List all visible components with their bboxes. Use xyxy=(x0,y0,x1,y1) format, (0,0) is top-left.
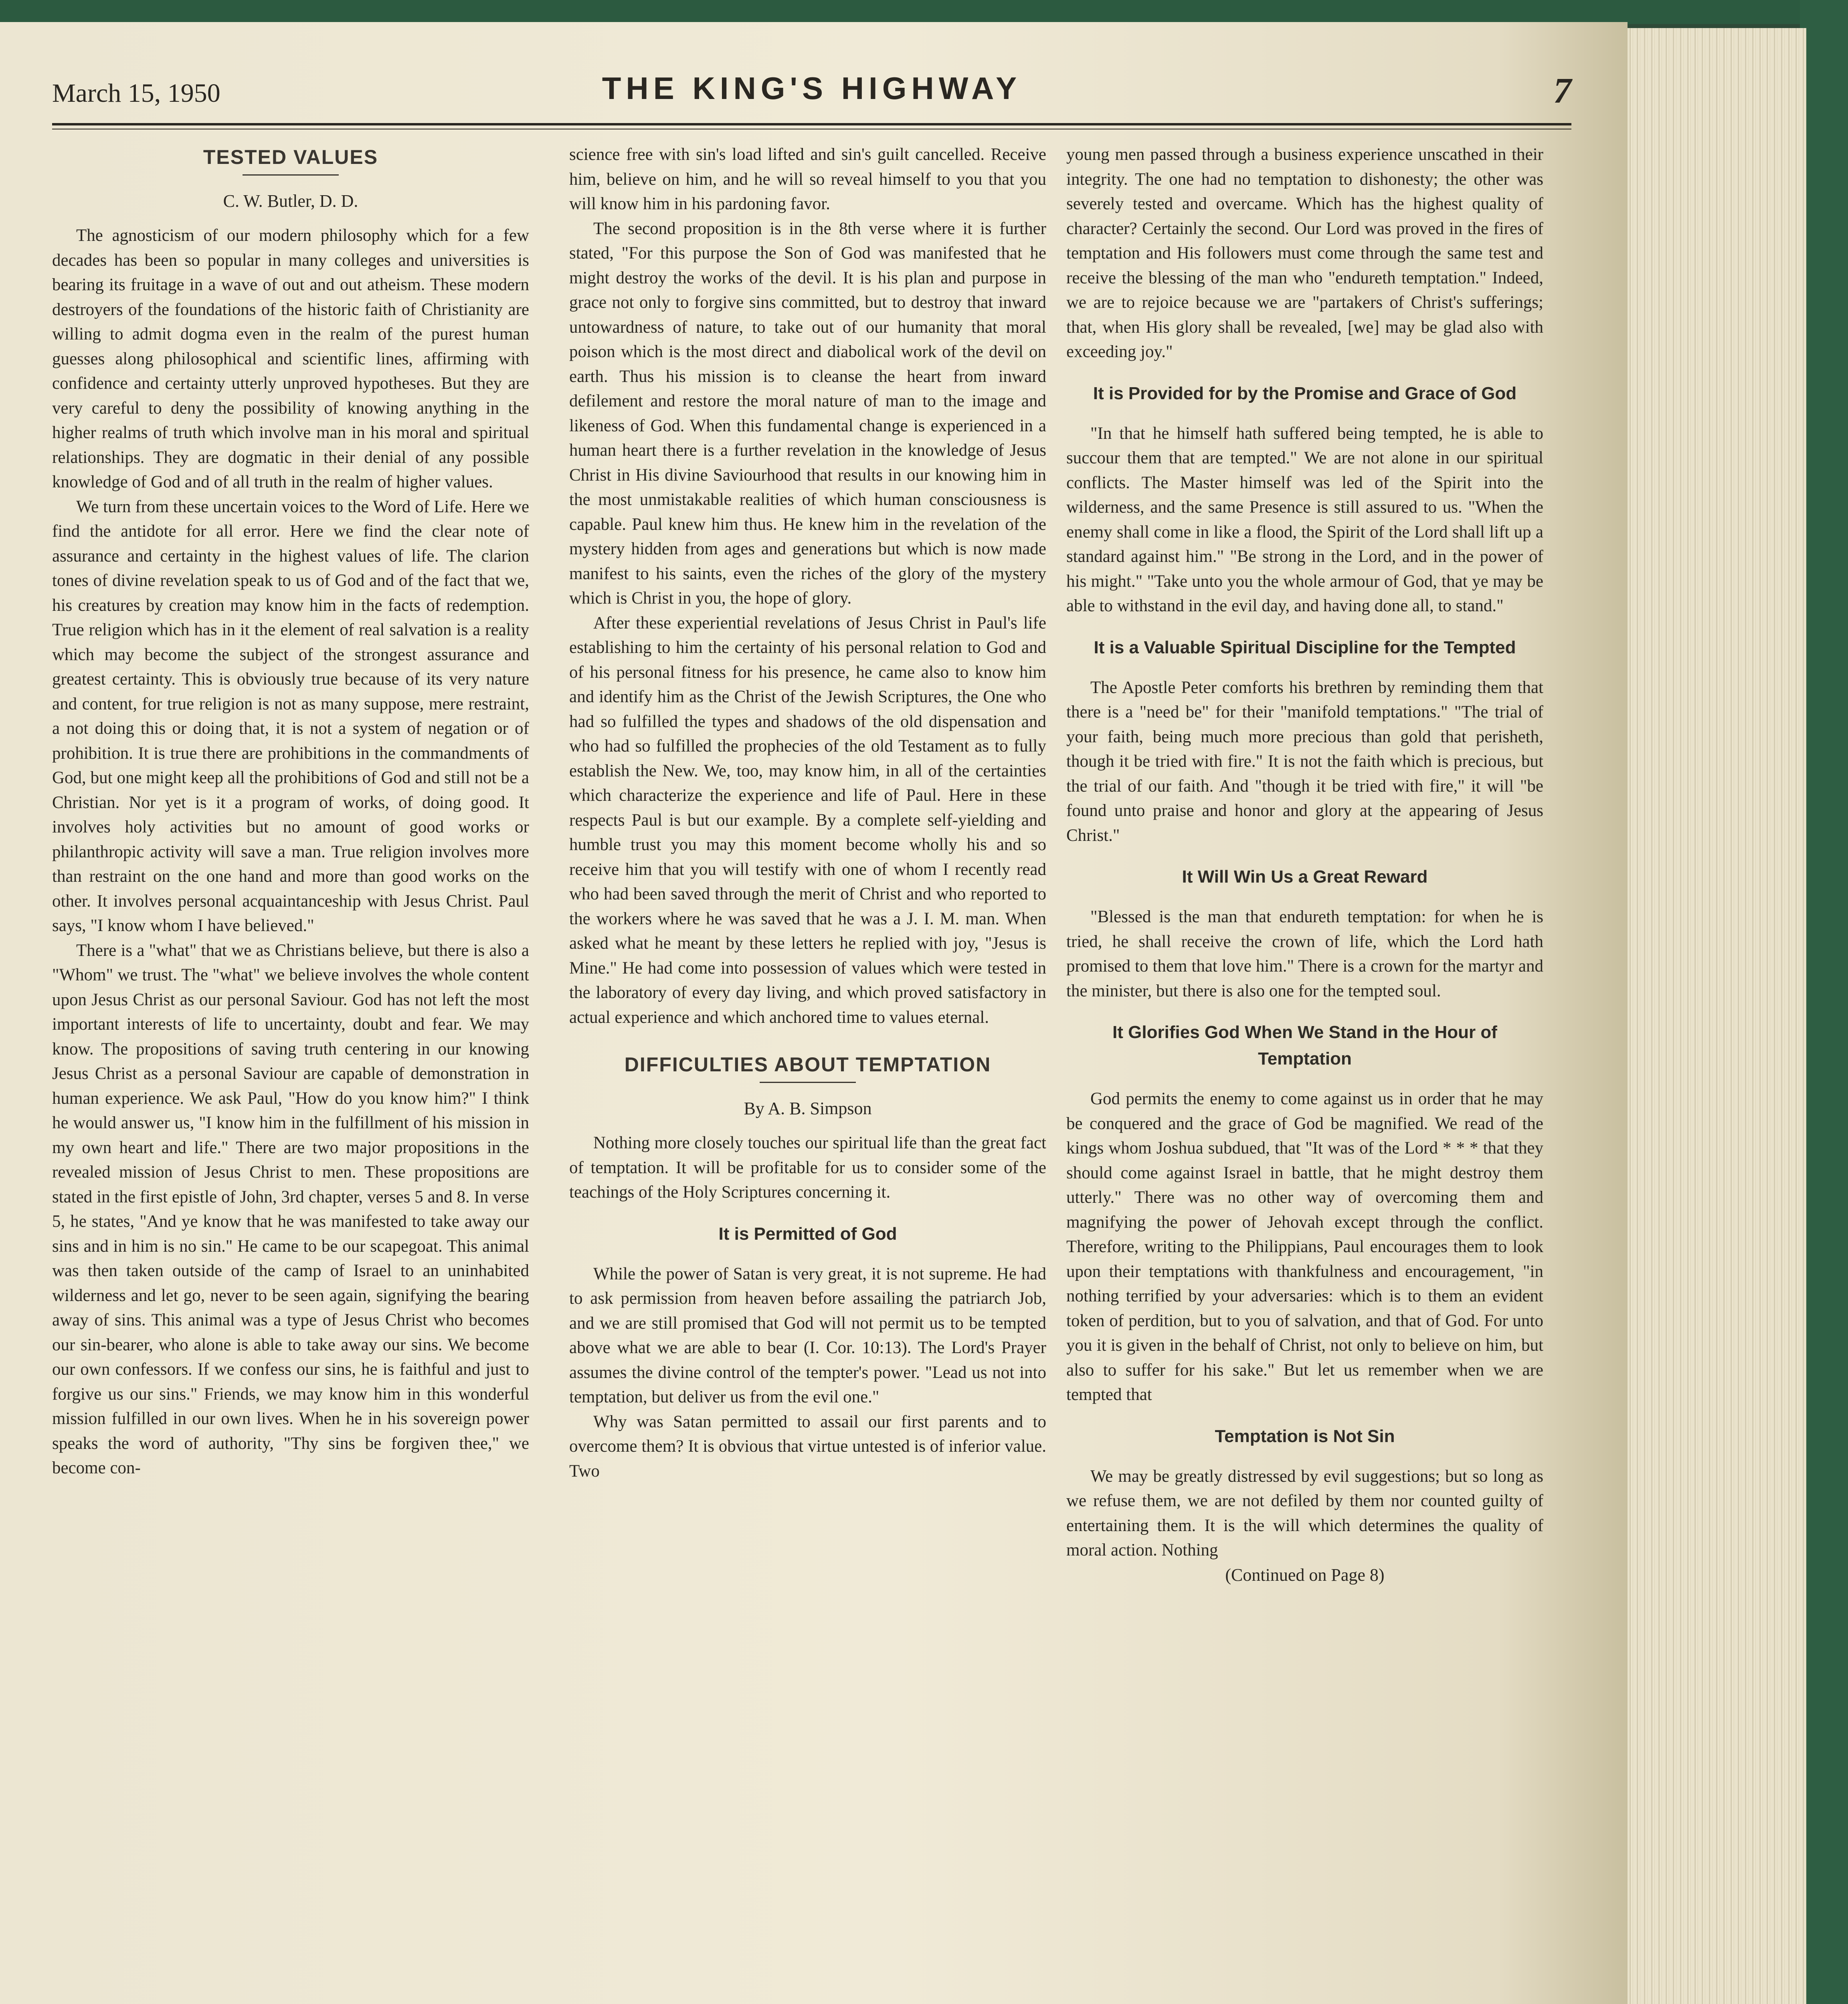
page-header xyxy=(52,70,1571,130)
paragraph: Nothing more closely touches our spiritual life than the great fact of temptation. It will be profitable for us to consider some of the teachings of the Holy Scriptures concerning it. xyxy=(569,1133,1046,1202)
paragraph: "Blessed is the man that endureth temptation: for when he is tried, he shall receive the crown of life, which the Lord hath promised to them that love him." There is a crown for the martyr and the minister, but there is also one for the tempted soul. xyxy=(1066,907,1543,1000)
article-title-temptation: DIFFICULTIES ABOUT TEMPTATION xyxy=(624,1053,991,1076)
page-edges xyxy=(1624,28,1806,2004)
section-heading: It is Provided for by the Promise and Grace of God xyxy=(1093,383,1517,403)
column-2 xyxy=(569,142,1046,1483)
paragraph: While the power of Satan is very great, it is not supreme. He had to ask permission from heaven before assailing the patriarch Job, and we are still promised that God will not permit us to be tempted above what we are able to bear (I. Cor. 10:13). The Lord's Prayer assumes the divine control of the tempter's power. "Lead us not into temptation, but deliver us from the evil one." xyxy=(569,1264,1046,1406)
header-rule-thick xyxy=(52,123,1571,125)
paragraph: God permits the enemy to come against us in order that he may be conquered and the grace of God be magnified. We read of the kings whom Joshua subdued, that "It was of the Lord * * * that they should come against Israel in battle, that he might destroy them utterly." There was no other way of overcoming them and magnifying the power of Jehovah except through the conflict. Therefore, writing to the Philippians, Paul encourages them to look upon their temptations with thankfulness and encouragement, "in nothing terrified by your adversaries: which is to them an evident token of perdition, but to you of salvation, and that of God. For unto you it is given in the behalf of Christ, not only to believe on him, but also to suffer for his sake." But let us remember when we are tempted that xyxy=(1066,1089,1543,1404)
paragraph: We may be greatly distressed by evil suggestions; but so long as we refuse them, we are not defiled by them nor counted guilty of entertaining them. It is the will which determines the quality of moral action. Nothing xyxy=(1066,1467,1543,1560)
paragraph: The second proposition is in the 8th verse where it is further stated, "For this purpose the Son of God was manifested that he might destroy the works of the devil. It is his plan and purpose in grace not only to forgive sins committed, but to destroy that inward untowardness of nature, to take out of our humanity that moral poison which is the most direct and diabolical work of the devil on earth. Thus his mission is to cleanse the heart from inward defilement and restore the moral nature of man to the image and likeness of God. When this fundamental change is experienced in a human heart there is a further revelation in the knowledge of Jesus Christ in His divine Saviourhood that results in our knowing him in the most unmistakable realities of which human consciousness is capable. Paul knew him thus. He knew him in the revelation of the mystery hidden from ages and generations but which is now made manifest to his saints, even the riches of the glory of the mystery which is Christ in you, the hope of glory. xyxy=(569,219,1046,608)
title-rule xyxy=(760,1082,856,1083)
article-author: By A. B. Simpson xyxy=(744,1099,872,1118)
title-rule xyxy=(243,174,339,176)
paragraph: We turn from these uncertain voices to the Word of Life. Here we find the antidote for all error. Here we find the clear note of assurance and certainty in the highest values of life. The clarion tones of divine revelation speak to us of God and of the fact that we, his creatures by creation may know him in the facts of redemption. True religion which has in it the element of real salvation is a reality which may become the subject of the strongest assurance and greatest certainty. This is obviously true because of its very nature and content, for true religion is not as many suppose, mere restraint, a not doing this or doing that, it is not a system of negation or of prohibition. It is true there are prohibitions in the commandments of God, but one might keep all the prohibitions of God and still not be a Christian. Nor yet is it a program of works, of doing good. It involves holy activities but no amount of good works or philanthropic activity will save a man. True religion involves more than restraint on the one hand and more than good works on the other. It involves personal acquaintanceship with Jesus Christ. Paul says, "I know whom I have believed." xyxy=(52,497,529,935)
section-heading: It Glorifies God When We Stand in the Hour of Temptation xyxy=(1112,1022,1497,1069)
column-3 xyxy=(1066,142,1543,1588)
section-heading: It is a Valuable Spiritual Discipline for the Tempted xyxy=(1094,637,1516,657)
newspaper-page xyxy=(0,22,1628,2004)
paragraph: science free with sin's load lifted and sin's guilt cancelled. Receive him, believe on him, and he will so reveal himself to you that you will know him in his pardoning favor. xyxy=(569,145,1046,213)
continued-note: (Continued on Page 8) xyxy=(1225,1565,1385,1585)
section-heading: Temptation is Not Sin xyxy=(1215,1426,1395,1446)
paragraph: young men passed through a business experience unscathed in their integrity. The one had no temptation to dishonesty; the other was severely tested and overcame. Which has the highest quality of character? Certainly the second. Our Lord was proved in the fires of temptation and His followers must come through the same test and receive the blessing of the man who "endureth temptation." Indeed, we are to rejoice because we are "partakers of Christ's sufferings; that, when His glory shall be revealed, [we] may be glad also with exceeding joy." xyxy=(1066,145,1543,361)
paragraph: The Apostle Peter comforts his brethren by reminding them that there is a "need be" for their "manifold temptations." "The trial of your faith, being much more precious than gold that perisheth, though it be tried with fire." It is not the faith which is precious, but the trial of our faith. And "though it be tried with fire," it will "be found unto praise and honor and glory at the appearing of Jesus Christ." xyxy=(1066,678,1543,845)
paragraph: "In that he himself hath suffered being tempted, he is able to succour them that are tempted." We are not alone in our spiritual conflicts. The Master himself was led of the Spirit into the wilderness, and the same Presence is still assured to us. "When the enemy shall come in like a flood, the Spirit of the Lord shall lift up a standard against him." "Be strong in the Lord, and in the power of his might." "Take unto you the whole armour of God, that ye may be able to withstand in the evil day, and having done all, to stand." xyxy=(1066,424,1543,615)
paragraph: After these experiential revelations of Jesus Christ in Paul's life establishing to him the certainty of his personal relation to God and of his personal fitness for his presence, he came also to know him and identify him as the Christ of the Jewish Scriptures, the One who had so fulfilled the types and shadows of the old dispensation and who had so fulfilled the prophecies of the old Testament as to fully establish the New. We, too, may know him, in all of the certainties which characterize the experience and life of Paul. Here in these respects Paul is but our example. By a complete self-yielding and humble trust you may this moment become wholly his and so receive him that you will testify with one of whom I recently read who had been saved through the merit of Christ and who reported to the workers where he was saved that he was a J. I. M. man. When asked what he meant by these letters he replied with joy, "Jesus is Mine." He had come into possession of values which were tested in the laboratory of every day living, and which proved satisfactory in actual experience and which anchored time to values eternal. xyxy=(569,613,1046,1027)
article-gap xyxy=(569,1030,1046,1050)
paragraph: There is a "what" that we as Christians believe, but there is also a "Whom" we trust. The "what" we believe involves the whole content upon Jesus Christ as our personal Saviour. God has not left the most important interests of life to uncertainty, doubt and fear. We may know. The propositions of saving truth centering in our knowing Jesus Christ as a personal Saviour are capable of demonstration in human experience. We ask Paul, "How do you know him?" I think he would answer us, "I know him in the fulfillment of his mission in my own heart and life." There are two major propositions in the revealed mission of Jesus Christ to men. These propositions are stated in the first epistle of John, 3rd chapter, verses 5 and 8. In verse 5, he states, "And ye know that he was manifested to take away our sins and in him is no sin." He came to be our scapegoat. This animal was then taken outside of the camp of Israel to an uninhabited wilderness and let go, never to be seen again, signifying the bearing away of sins. This animal was a type of Jesus Christ who becomes our sin-bearer, who alone is able to take away our sins. We become our own confessors. If we confess our sins, he is faithful and just to forgive us our sins." Friends, we may know him in this wonderful mission fulfilled in our own lives. When he in his sovereign power speaks the word of authority, "Thy sins be forgiven thee," we become con- xyxy=(52,941,529,1477)
paragraph: Why was Satan permitted to assail our first parents and to overcome them? It is obvious that virtue untested is of inferior value. Two xyxy=(569,1412,1046,1481)
paragraph: The agnosticism of our modern philosophy which for a few decades has been so popular in many colleges and universities is bearing its fruitage in a wave of out and out atheism. These modern destroyers of the foundations of the historic faith of Christianity are willing to admit dogma even in the realm of the purest human guesses along philosophical and scientific lines, affirming with confidence and certainty utterly unproved hypotheses. But they are very careful to deny the possibility of knowing anything in the higher realms of truth which involve man in his moral and spiritual relationships. They are dogmatic in their denial of any possible knowledge of God and of all truth in the realm of higher values. xyxy=(52,226,529,491)
section-heading: It is Permitted of God xyxy=(718,1224,897,1244)
article-author: C. W. Butler, D. D. xyxy=(223,191,358,211)
column-1 xyxy=(52,142,529,1481)
binding-right-edge xyxy=(1800,0,1848,2004)
article-title-tested-values: TESTED VALUES xyxy=(203,146,378,168)
issue-date: March 15, 1950 xyxy=(52,79,220,108)
binding-top-edge xyxy=(0,0,1848,24)
publication-title: THE KING'S HIGHWAY xyxy=(602,71,1022,106)
page-number: 7 xyxy=(1553,71,1571,111)
section-heading: It Will Win Us a Great Reward xyxy=(1182,867,1428,887)
